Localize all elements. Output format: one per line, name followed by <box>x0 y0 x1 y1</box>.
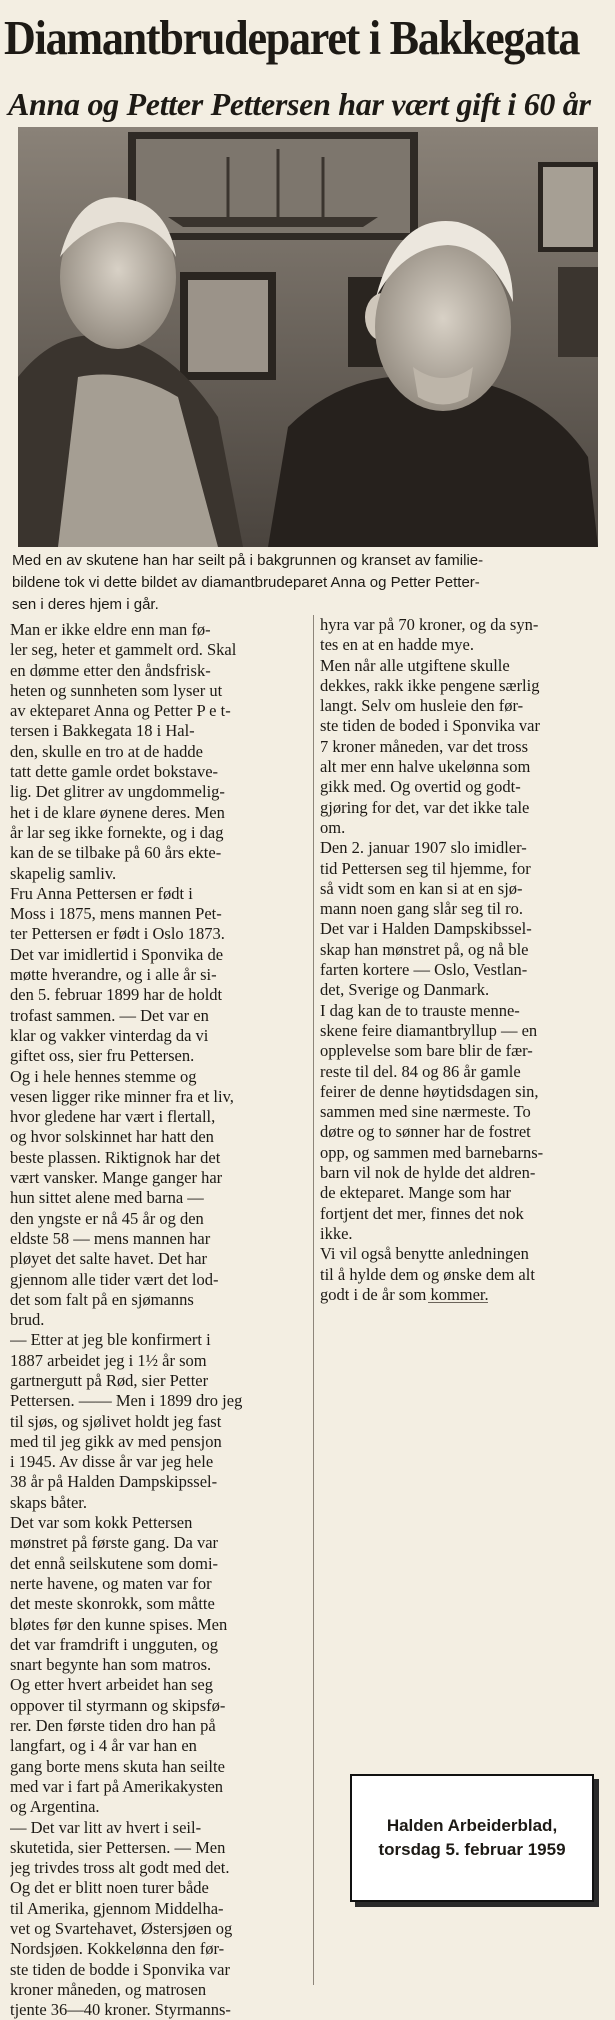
article-column-right <box>320 615 610 1305</box>
article-line: ikke. <box>320 1223 353 1243</box>
article-line: snart begynte han som matros. <box>10 1655 212 1675</box>
article-line: mann noen gang slår seg til ro. <box>320 899 523 919</box>
article-line: kan de se tilbake på 60 års ekte- <box>10 843 222 863</box>
article-line: de ekteparet. Mange som har <box>320 1183 512 1203</box>
article-line: rer. Den første tiden dro han på <box>10 1716 216 1736</box>
source-label-box <box>350 1774 594 1902</box>
article-line: vet og Svartehavet, Østersjøen og <box>10 1919 233 1938</box>
article-line: og Argentina. <box>10 1797 100 1817</box>
headline: Diamantbrudeparet i Bakkegata <box>4 10 580 65</box>
article-line: skap han mønstret på, og nå ble <box>320 939 529 959</box>
article-line: Og i hele hennes stemme og <box>10 1066 197 1086</box>
article-line: klar og vakker vinterdag da vi <box>10 1025 209 1045</box>
article-line: eldste 58 — mens mannen har <box>10 1228 211 1248</box>
article-line: 38 år på Halden Dampskipssel- <box>10 1472 218 1492</box>
article-line: beste plassen. Riktignok har det <box>10 1147 221 1167</box>
article-line: feirer de denne høytidsdagen sin, <box>320 1081 539 1101</box>
article-line: vært vansker. Mange ganger har <box>10 1168 223 1188</box>
article-line: trofast sammen. — Det var en <box>10 1005 209 1025</box>
article-line: det ennå seilskutene som domi- <box>10 1553 219 1573</box>
article-line: den 5. februar 1899 har de holdt <box>10 985 223 1005</box>
article-line: hyra var på 70 kroner, og da syn- <box>320 615 539 634</box>
article-line: 7 kroner måneden, var det tross <box>320 736 529 756</box>
article-line: om. <box>320 817 346 837</box>
article-line: gikk med. Og overtid og godt- <box>320 777 521 797</box>
article-line: Man er ikke eldre enn man fø- <box>10 620 211 639</box>
article-line: het i de klare øynene deres. Men <box>10 802 225 822</box>
article-line: Vi vil også benytte anledningen <box>320 1244 529 1264</box>
couple-photo <box>18 127 598 547</box>
article-line: så vidt som en kan si at en sjø- <box>320 878 523 898</box>
article-line: møtte hverandre, og i alle år si- <box>10 965 217 985</box>
article-line: barn vil nok de hylde det aldren- <box>320 1163 536 1183</box>
source-line-newspaper: Halden Arbeiderblad, <box>386 1816 558 1835</box>
article-line: reste til del. 84 og 86 år gamle <box>320 1061 521 1081</box>
article-end-rule <box>428 1302 488 1303</box>
article-line: skaps båter. <box>10 1492 87 1512</box>
article-line: dekkes, rakk ikke pengene særlig <box>320 675 540 695</box>
article-line: farten kortere — Oslo, Vestlan- <box>320 960 528 980</box>
article-line: Men når alle utgiftene skulle <box>320 655 510 675</box>
article-line: en dømme etter den åndsfrisk- <box>10 660 211 680</box>
article-line: Det var i Halden Dampskibssel- <box>320 919 532 939</box>
caption-line: Med en av skutene han har seilt på i bakgrunnen og kranset av familie- <box>12 552 484 569</box>
article-line: ter Pettersen er født i Oslo 1873. <box>10 924 225 944</box>
subheadline: Anna og Petter Pettersen har vært gift i 60 år <box>8 86 591 122</box>
article-line: kroner måneden, og matrosen <box>10 1979 207 1999</box>
article-line: godt i de år som kommer. <box>320 1284 489 1304</box>
article-line: ste tiden de boded i Sponvika var <box>320 716 540 736</box>
article-line: opp, og sammen med barnebarns- <box>320 1142 544 1162</box>
article-line: langt. Selv om husleie den før- <box>320 696 524 716</box>
article-line: Nordsjøen. Kokkelønna den før- <box>10 1939 225 1959</box>
article-line: mønstret på første gang. Da var <box>10 1533 219 1553</box>
article-line: gang borte mens skuta han seilte <box>10 1756 225 1776</box>
article-line: tersen i Bakkegata 18 i Hal- <box>10 721 195 741</box>
article-line: oppover til styrmann og skipsfø- <box>10 1695 226 1715</box>
photo-illustration <box>18 127 598 547</box>
article-line: den yngste er nå 45 år og den <box>10 1208 204 1228</box>
article-line: langfart, og i 4 år var han en <box>10 1736 197 1756</box>
article-line: det meste skonrokk, som måtte <box>10 1594 215 1614</box>
article-line: Det var som kokk Pettersen <box>10 1513 193 1533</box>
article-line: jeg trivdes tross alt godt med det. <box>10 1858 230 1878</box>
article-line: heten og sunnheten som lyser ut <box>10 680 223 700</box>
article-line: — Etter at jeg ble konfirmert i <box>10 1330 211 1350</box>
article-line: til å hylde dem og ønske dem alt <box>320 1264 535 1284</box>
article-line: med var i fart på Amerikakysten <box>10 1776 224 1796</box>
article-line: tid Pettersen seg til hjemme, for <box>320 858 531 878</box>
article-line: bløtes før den kunne spises. Men <box>10 1614 228 1634</box>
article-line: ste tiden de bodde i Sponvika var <box>10 1959 230 1979</box>
article-line: hvor gledene har vært i flertall, <box>10 1107 216 1127</box>
article-column-left <box>10 620 310 2020</box>
article-line: pløyet det salte havet. Det har <box>10 1249 208 1269</box>
article-line: tjente 36—40 kroner. Styrmanns- <box>10 2000 231 2020</box>
article-line: gjøring for det, var det ikke tale <box>320 797 530 817</box>
caption-line: sen i deres hjem i går. <box>12 596 159 613</box>
column-divider <box>313 615 314 1985</box>
article-line: tatt dette gamle ordet bokstave- <box>10 762 219 782</box>
article-line: giftet oss, sier fru Pettersen. <box>10 1046 195 1066</box>
article-line: brud. <box>10 1310 45 1330</box>
article-line: ler seg, heter et gammelt ord. Skal <box>10 640 237 660</box>
article-line: fortjent det mer, finnes det nok <box>320 1203 524 1223</box>
article-line: I dag kan de to trauste menne- <box>320 1000 520 1020</box>
article-line: hun sittet alene med barna — <box>10 1188 204 1208</box>
source-line-date: torsdag 5. februar 1959 <box>378 1840 566 1859</box>
article-line: i 1945. Av disse år var jeg hele <box>10 1452 214 1472</box>
article-line: skutetida, sier Pettersen. — Men <box>10 1837 226 1857</box>
article-line: Og det er blitt noen turer både <box>10 1878 209 1898</box>
article-line: Og etter hvert arbeidet han seg <box>10 1675 213 1695</box>
article-line: med til jeg gikk av med pensjon <box>10 1431 222 1451</box>
article-line: Moss i 1875, mens mannen Pet- <box>10 904 222 924</box>
article-line: til sjøs, og sjølivet holdt jeg fast <box>10 1411 222 1431</box>
article-line: alt mer enn halve ukelønna som <box>320 757 531 777</box>
photo-caption <box>12 550 604 616</box>
article-line: og hvor solskinnet har hatt den <box>10 1127 214 1147</box>
article-line: sammen med sine nærmeste. To <box>320 1102 531 1122</box>
article-line: nerte havene, og maten var for <box>10 1573 212 1593</box>
article-line: gartnergutt på Rød, sier Petter <box>10 1370 209 1390</box>
article-line: det var framdrift i ungguten, og <box>10 1634 219 1654</box>
article-line: det, Sverige og Danmark. <box>320 980 490 1000</box>
article-line: den, skulle en tro at de hadde <box>10 741 203 761</box>
article-line: døtre og to sønner har de fostret <box>320 1122 531 1142</box>
article-line: gjennom alle tider vært det lod- <box>10 1269 219 1289</box>
article-line: skene feire diamantbryllup — en <box>320 1020 538 1040</box>
article-line: lig. Det glitrer av ungdommelig- <box>10 782 225 802</box>
article-line: det som falt på en sjømanns <box>10 1289 194 1309</box>
article-line: år lar seg ikke fornekte, og i dag <box>10 822 224 842</box>
article-line: Det var imidlertid i Sponvika de <box>10 944 224 964</box>
article-line: av ekteparet Anna og Petter P e t- <box>10 701 231 721</box>
article-line: tes en at en hadde mye. <box>320 635 474 655</box>
article-line: Pettersen. —— Men i 1899 dro jeg <box>10 1391 243 1411</box>
article-line: — Det var litt av hvert i seil- <box>10 1817 202 1837</box>
article-line: Den 2. januar 1907 slo imidler- <box>320 838 527 858</box>
article-line: vesen ligger rike minner fra et liv, <box>10 1086 234 1106</box>
caption-line: bildene tok vi dette bildet av diamantbrudeparet Anna og Petter Petter- <box>12 574 480 591</box>
article-line: til Amerika, gjennom Middelha- <box>10 1898 224 1918</box>
article-line: skapelig samliv. <box>10 863 117 883</box>
article-line: 1887 arbeidet jeg i 1½ år som <box>10 1350 207 1370</box>
article-line: opplevelse som bare blir de fær- <box>320 1041 533 1061</box>
article-line: Fru Anna Pettersen er født i <box>10 883 193 903</box>
